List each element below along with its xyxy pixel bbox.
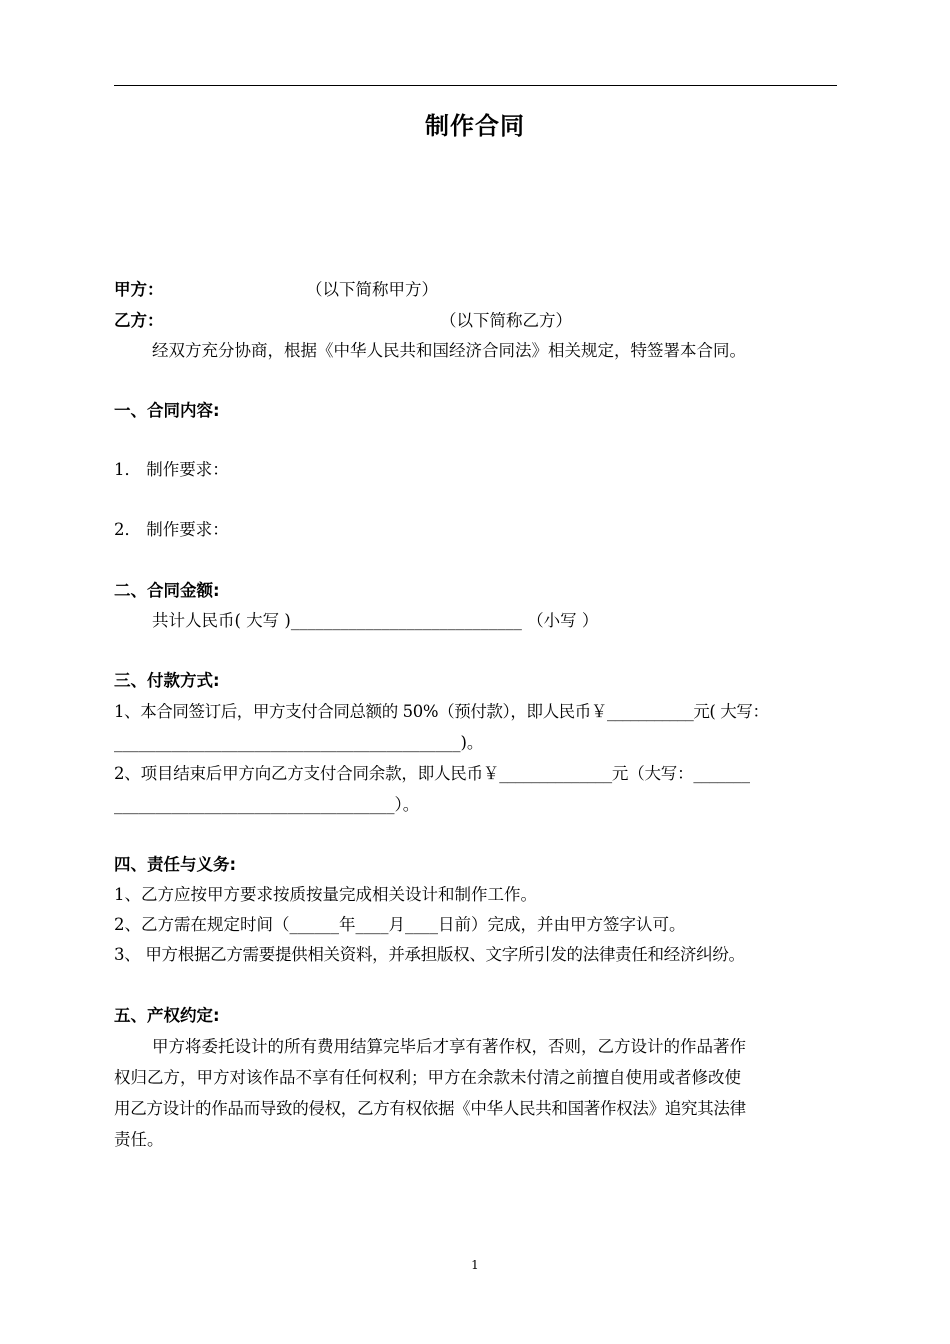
section4-line2: 2、乙方需在规定时间（______年____月____日前）完成，并由甲方签字认可。 [114,915,686,934]
section5-line3: 用乙方设计的作品而导致的侵权，乙方有权依据《中华人民共和国著作权法》追究其法律 [114,1099,746,1118]
contract-title: 制作合同 [425,112,525,140]
section5-line1: 甲方将委托设计的所有费用结算完毕后才享有著作权，否则，乙方设计的作品著作 [152,1037,746,1056]
section4-line3: 3、 甲方根据乙方需要提供相关资料，并承担版权、文字所引发的法律责任和经济纠纷。 [114,945,745,964]
section2-amount-line: 共计人民币( 大写 )____________________________ （小写 ） [152,611,599,630]
section3-line3: 2、项目结束后甲方向乙方支付合同余款，即人民币￥______________元（大写：_______ [114,764,750,783]
party-a-note: （以下简称甲方） [306,280,438,299]
header-rule [114,85,837,86]
section5-heading: 五、产权约定: [114,1006,220,1025]
section3-line1: 1、本合同签订后，甲方支付合同总额的 50%（预付款），即人民币￥___________元( 大写： [114,702,769,721]
page-number: 1 [471,1258,479,1272]
section1-item2: 2． 制作要求： [114,520,229,539]
section4-line1: 1、乙方应按甲方要求按质按量完成相关设计和制作工作。 [114,885,537,904]
section4-heading: 四、责任与义务: [114,855,237,874]
section1-heading: 一、合同内容: [114,401,220,420]
section5-line2: 权归乙方，甲方对该作品不享有任何权利；甲方在余款未付清之前擅自使用或者修改使 [114,1068,741,1087]
party-b-note: （以下简称乙方） [440,311,572,330]
section5-line4: 责任。 [114,1130,164,1149]
section3-heading: 三、付款方式: [114,671,220,690]
section3-line2: __________________________________________)。 [114,733,484,752]
party-a-label: 甲方： [114,280,164,299]
section1-item1: 1． 制作要求： [114,460,229,479]
section3-line4: __________________________________）。 [114,795,420,814]
section2-heading: 二、合同金额: [114,581,220,600]
party-b-label: 乙方： [114,311,164,330]
preamble: 经双方充分协商，根据《中华人民共和国经济合同法》相关规定，特签署本合同。 [152,341,746,360]
